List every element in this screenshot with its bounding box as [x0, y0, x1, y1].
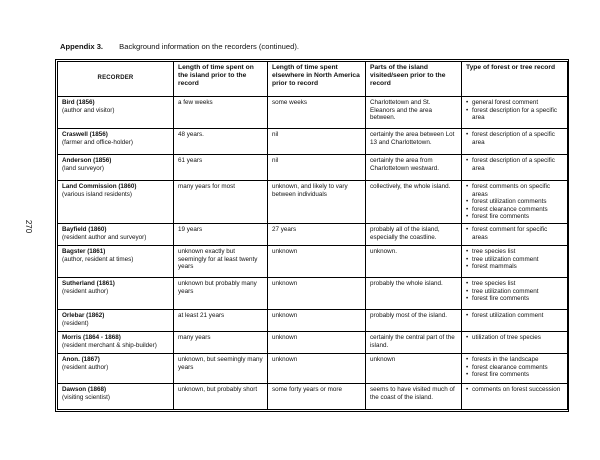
cell-recorder: [58, 181, 174, 224]
caption-label: Appendix 3.: [60, 42, 104, 51]
table-row: [58, 223, 568, 245]
cell-parts: probably all of the island, especially the coastline.: [366, 223, 462, 245]
recorder-name: Dawson (1868): [62, 385, 107, 393]
cell-record-type: [462, 383, 568, 409]
cell-record-type: [462, 97, 568, 129]
record-type-item: • general forest comment: [466, 99, 563, 107]
recorder-description: (land surveyor): [62, 164, 104, 172]
record-type-item: • forest utilization comment: [466, 312, 563, 320]
table-body: [58, 97, 568, 410]
record-type-item: • forest fire comments: [466, 371, 563, 379]
record-type-item: • forest description of a specific area: [466, 157, 563, 172]
cell-record-type: [462, 223, 568, 245]
cell-parts: unknown: [366, 353, 462, 383]
record-type-list: [466, 386, 563, 394]
cell-time-island: 19 years: [174, 223, 268, 245]
cell-time-elsewhere: nil: [268, 155, 366, 181]
cell-recorder: [58, 277, 174, 309]
record-type-item: • forests in the landscape: [466, 356, 563, 364]
cell-record-type: [462, 309, 568, 331]
cell-recorder: [58, 331, 174, 353]
record-type-item: • utilization of tree species: [466, 334, 563, 342]
cell-time-elsewhere: unknown, and likely to vary between individuals: [268, 181, 366, 224]
cell-record-type: [462, 277, 568, 309]
cell-parts: certainly the central part of the island.: [366, 331, 462, 353]
column-header-time-island: Length of time spent on the island prior to the record: [174, 62, 268, 97]
cell-time-island: at least 21 years: [174, 309, 268, 331]
cell-recorder: [58, 97, 174, 129]
record-type-list: [466, 183, 563, 221]
recorder-description: (farmer and office-holder): [62, 138, 133, 146]
recorder-name: Bagster (1861): [62, 247, 106, 255]
cell-time-elsewhere: some weeks: [268, 97, 366, 129]
recorder-description: (resident merchant & ship-builder): [62, 341, 157, 349]
recorder-description: (resident): [62, 319, 89, 327]
table-row: [58, 277, 568, 309]
recorder-name: Land Commission (1860): [62, 183, 137, 190]
record-type-item: • tree utilization comment: [466, 288, 563, 296]
recorder-name: Bayfield (1860): [62, 225, 107, 233]
cell-time-island: a few weeks: [174, 97, 268, 129]
cell-record-type: [462, 353, 568, 383]
cell-parts: certainly the area from Charlottetown westward.: [366, 155, 462, 181]
record-type-item: • comments on forest succession: [466, 386, 563, 394]
cell-record-type: [462, 331, 568, 353]
cell-parts: probably the whole island.: [366, 277, 462, 309]
table-header-row: [58, 62, 568, 97]
record-type-list: [466, 226, 563, 241]
cell-record-type: [462, 155, 568, 181]
record-type-item: • tree species list: [466, 280, 563, 288]
recorder-description: (author, resident at times): [62, 255, 134, 263]
cell-recorder: [58, 245, 174, 277]
cell-time-elsewhere: nil: [268, 129, 366, 155]
cell-time-elsewhere: unknown: [268, 245, 366, 277]
record-type-list: [466, 356, 563, 379]
cell-recorder: [58, 155, 174, 181]
recorder-description: (resident author): [62, 363, 109, 371]
record-type-list: [466, 280, 563, 303]
record-type-item: • forest fire comments: [466, 213, 563, 221]
table-row: [58, 331, 568, 353]
recorders-table-frame: [55, 59, 569, 412]
recorder-name: Bird (1856): [62, 99, 95, 106]
cell-parts: seems to have visited much of the coast of the island.: [366, 383, 462, 409]
recorder-description: (resident author): [62, 287, 109, 295]
cell-time-elsewhere: 27 years: [268, 223, 366, 245]
cell-time-elsewhere: unknown: [268, 353, 366, 383]
table-row: [58, 155, 568, 181]
cell-time-elsewhere: some forty years or more: [268, 383, 366, 409]
cell-record-type: [462, 129, 568, 155]
table-row: [58, 181, 568, 224]
cell-time-island: 48 years.: [174, 129, 268, 155]
recorder-name: Anderson (1856): [62, 157, 112, 164]
cell-time-island: many years: [174, 331, 268, 353]
cell-time-island: unknown exactly but seemingly for at least twenty years: [174, 245, 268, 277]
caption-text: Background information on the recorders (continued).: [119, 42, 299, 51]
recorder-name: Craswell (1856): [62, 131, 108, 138]
recorder-description: (resident author and surveyor): [62, 233, 147, 241]
cell-parts: collectively, the whole island.: [366, 181, 462, 224]
cell-recorder: [58, 383, 174, 409]
record-type-item: • forest clearance comments: [466, 364, 563, 372]
cell-parts: certainly the area between Lot 13 and Charlottetown.: [366, 129, 462, 155]
cell-time-island: many years for most: [174, 181, 268, 224]
table-row: [58, 129, 568, 155]
record-type-item: • forest mammals: [466, 263, 563, 271]
record-type-item: • forest description for a specific area: [466, 107, 563, 122]
cell-recorder: [58, 309, 174, 331]
record-type-list: [466, 334, 563, 342]
record-type-item: • tree species list: [466, 248, 563, 256]
cell-record-type: [462, 181, 568, 224]
table-row: [58, 309, 568, 331]
recorder-description: (visiting scientist): [62, 393, 110, 401]
cell-time-elsewhere: unknown: [268, 309, 366, 331]
recorder-name: Morris (1864 - 1868): [62, 333, 121, 341]
column-header-parts: Parts of the island visited/seen prior to the record: [366, 62, 462, 97]
cell-record-type: [462, 245, 568, 277]
recorder-description: (various island residents): [62, 190, 132, 198]
record-type-item: • forest utilization comments: [466, 198, 563, 206]
cell-time-island: unknown, but probably short: [174, 383, 268, 409]
column-header-time-elsewhere: Length of time spent elsewhere in North America prior to record: [268, 62, 366, 97]
column-header-recorder: RECORDER: [58, 62, 174, 97]
table-row: [58, 245, 568, 277]
cell-recorder: [58, 129, 174, 155]
recorder-name: Orlebar (1862): [62, 311, 105, 319]
cell-time-island: unknown, but seemingly many years: [174, 353, 268, 383]
page-number: 270: [24, 219, 34, 234]
table-row: [58, 97, 568, 129]
record-type-list: [466, 248, 563, 271]
cell-recorder: [58, 223, 174, 245]
recorder-name: Anon. (1867): [62, 355, 100, 363]
cell-time-island: unknown but probably many years: [174, 277, 268, 309]
cell-parts: probably most of the island.: [366, 309, 462, 331]
record-type-item: • forest description of a specific area: [466, 131, 563, 146]
record-type-list: [466, 99, 563, 122]
record-type-item: • forest comments on specific areas: [466, 183, 563, 198]
record-type-list: [466, 312, 563, 320]
table-row: [58, 383, 568, 409]
cell-parts: Charlottetown and St. Eleanors and the area between.: [366, 97, 462, 129]
cell-parts: unknown.: [366, 245, 462, 277]
cell-time-elsewhere: unknown: [268, 277, 366, 309]
record-type-item: • forest comment for specific areas: [466, 226, 563, 241]
cell-time-elsewhere: unknown: [268, 331, 366, 353]
table-row: [58, 353, 568, 383]
record-type-list: [466, 157, 563, 172]
column-header-record-type: Type of forest or tree record: [462, 62, 568, 97]
cell-time-island: 61 years: [174, 155, 268, 181]
cell-recorder: [58, 353, 174, 383]
record-type-item: • tree utilization comment: [466, 256, 563, 264]
table-caption: [60, 42, 299, 51]
recorder-description: (author and visitor): [62, 106, 115, 114]
recorders-table: [57, 61, 568, 410]
recorder-name: Sutherland (1861): [62, 279, 115, 287]
record-type-item: • forest clearance comments: [466, 206, 563, 214]
record-type-list: [466, 131, 563, 146]
record-type-item: • forest fire comments: [466, 295, 563, 303]
